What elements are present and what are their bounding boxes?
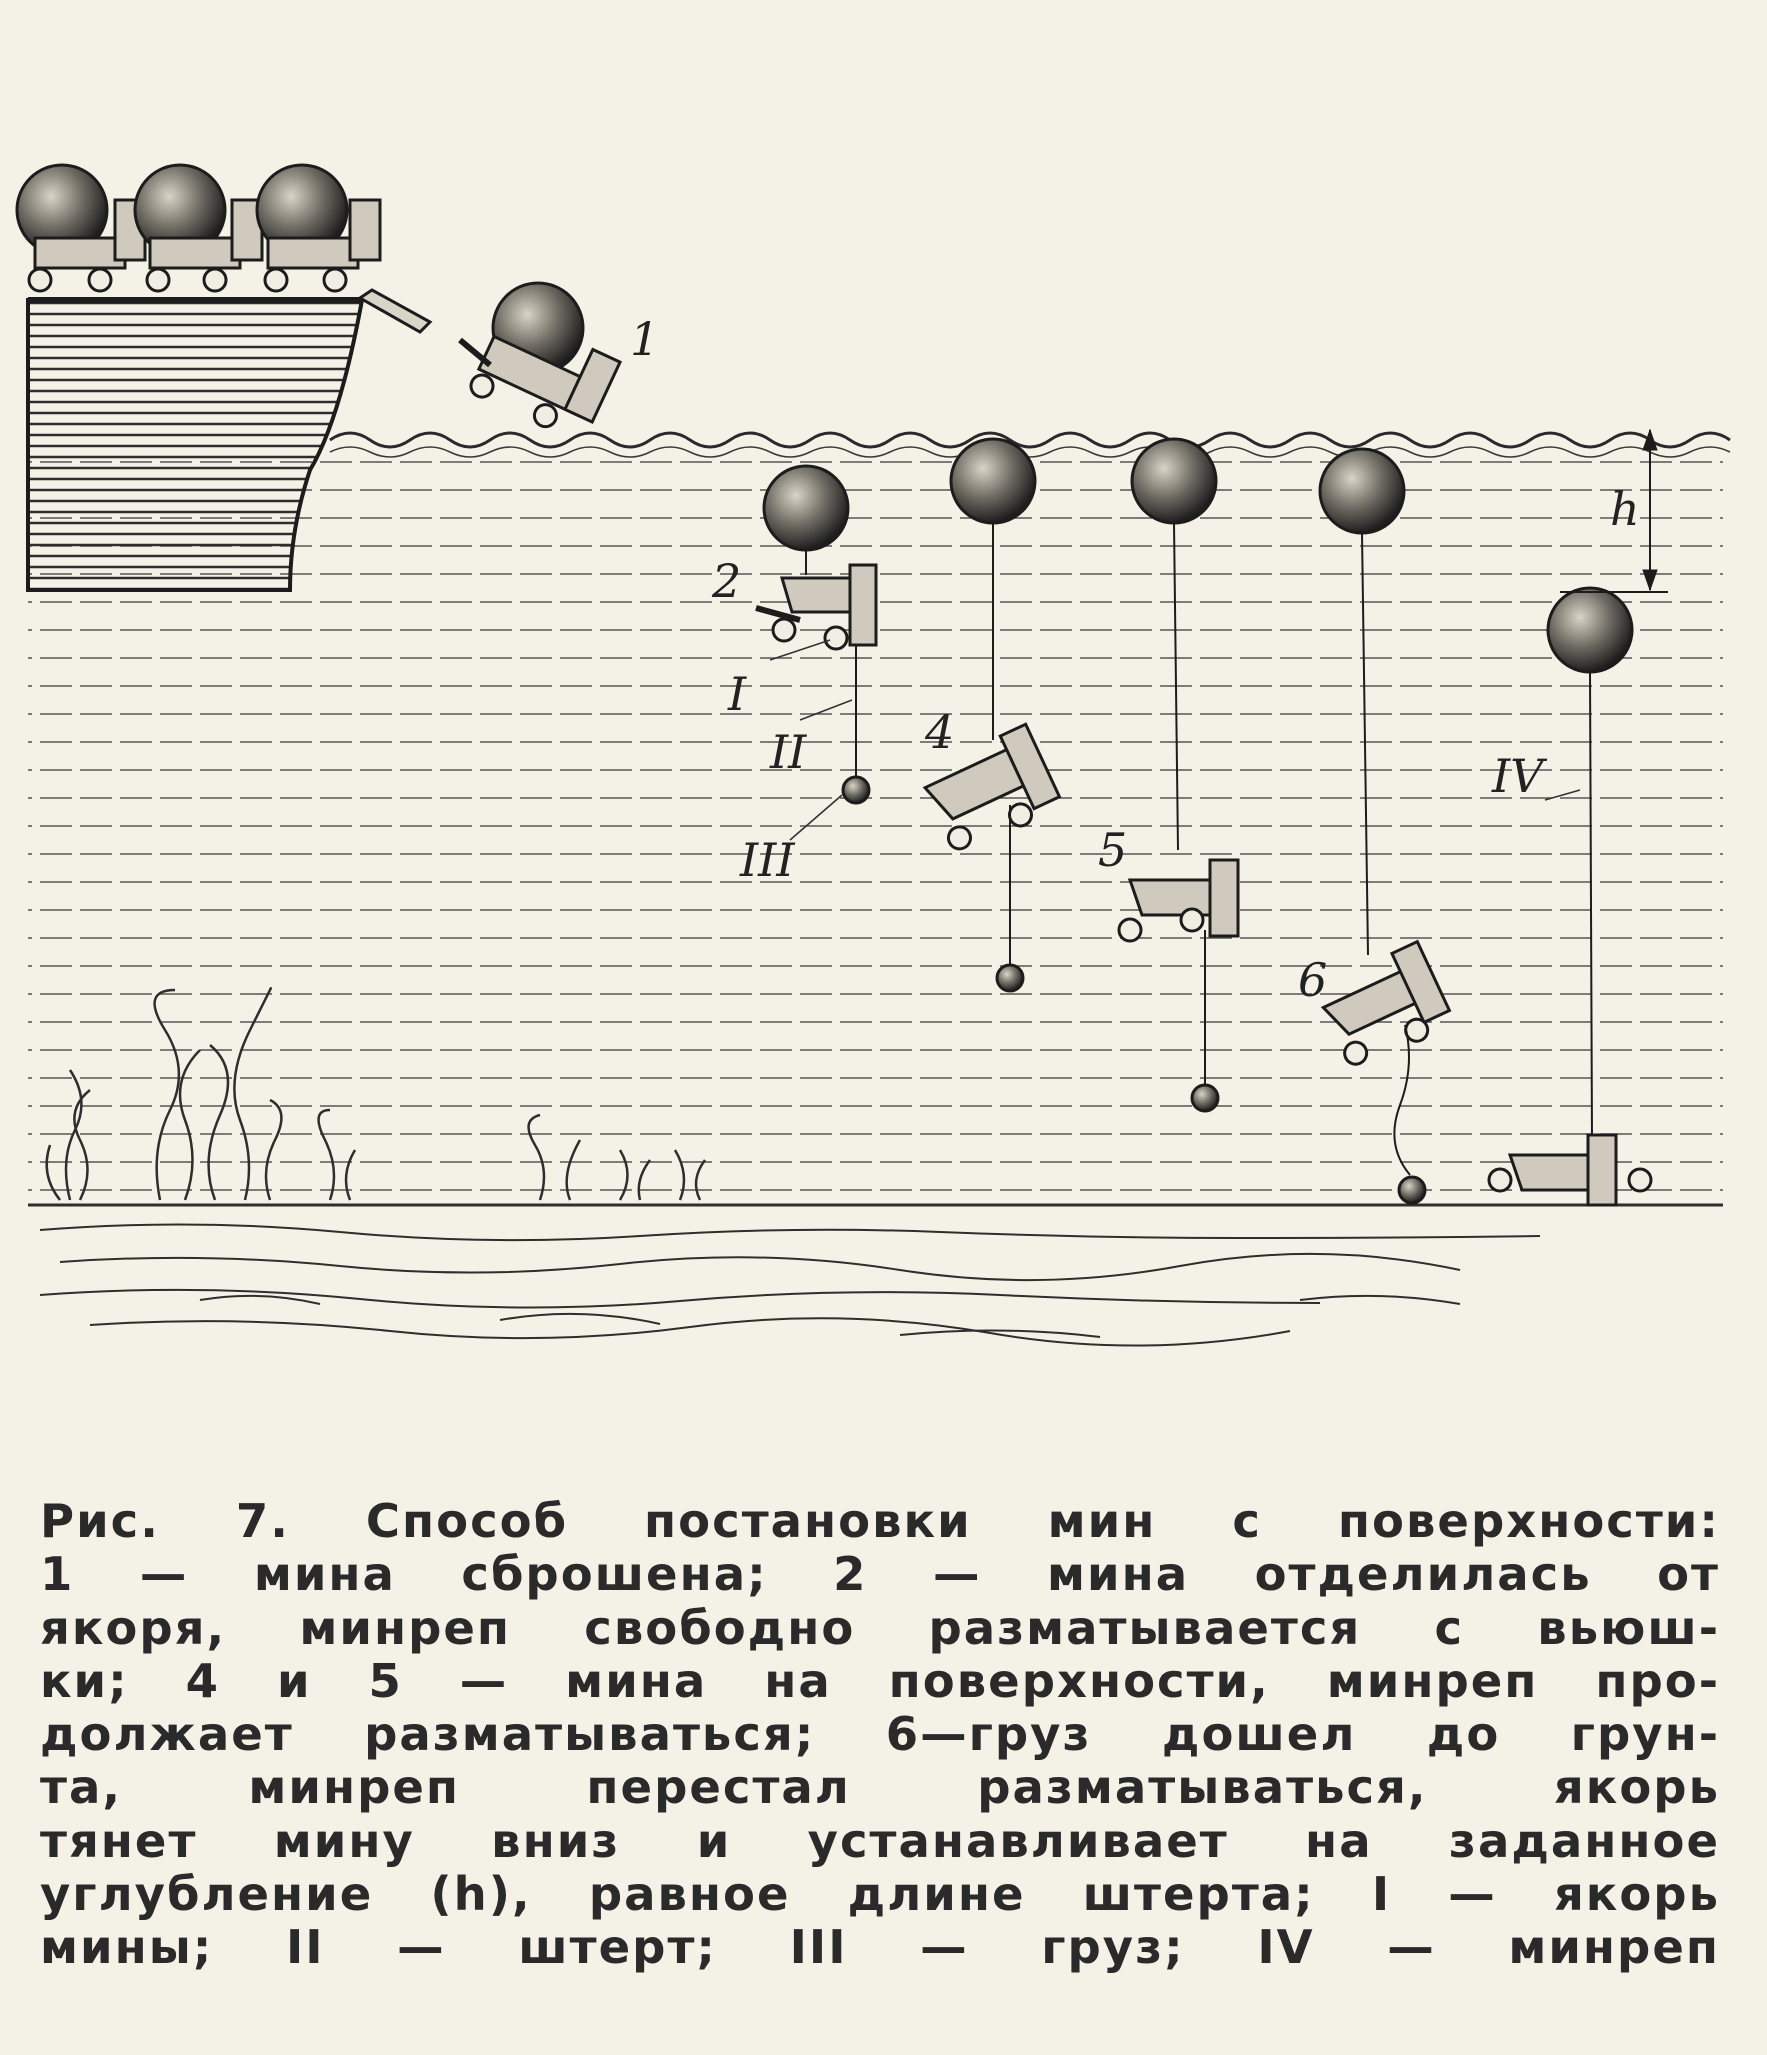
seabed (28, 1205, 1723, 1346)
caption-line: ки; 4 и 5 — мина на поверхности, минреп про- (40, 1653, 1720, 1708)
deck-mine (135, 165, 262, 291)
label-part-IV: IV (1492, 749, 1544, 803)
caption-line: тянет мину вниз и устанавливает на заданное (40, 1813, 1720, 1868)
label-part-III: III (740, 833, 795, 887)
label-depth-h: h (1610, 482, 1640, 536)
deck-mine (17, 165, 145, 291)
deck-mines (17, 165, 380, 291)
caption-line: углубление (h), равное длине штерта; I — якорь (40, 1867, 1720, 1922)
caption-line: та, минреп перестал разматываться, якорь (40, 1760, 1720, 1815)
label-mine-5: 5 (1098, 823, 1128, 877)
caption-line: Рис. 7. Способ постановки мин с поверхности: (40, 1494, 1720, 1548)
caption-line: мины; II — штерт; III — груз; IV — минреп (40, 1920, 1720, 1975)
mine-1-dropped (460, 283, 659, 445)
label-mine-1: 1 (630, 312, 660, 366)
caption-line: должает разматываться; 6—груз дошел до грун- (40, 1707, 1720, 1762)
caption-line: якоря, минреп свободно разматывается с вьюш- (40, 1600, 1720, 1655)
label-mine-6: 6 (1298, 953, 1328, 1007)
label-part-II: II (770, 725, 807, 779)
figure-caption (40, 1495, 1720, 1975)
label-part-I: I (728, 667, 747, 721)
label-mine-4: 4 (925, 705, 955, 759)
label-mine-2: 2 (712, 554, 742, 608)
caption-line: 1 — мина сброшена; 2 — мина отделилась от (40, 1547, 1720, 1602)
deck-mine (257, 165, 380, 291)
